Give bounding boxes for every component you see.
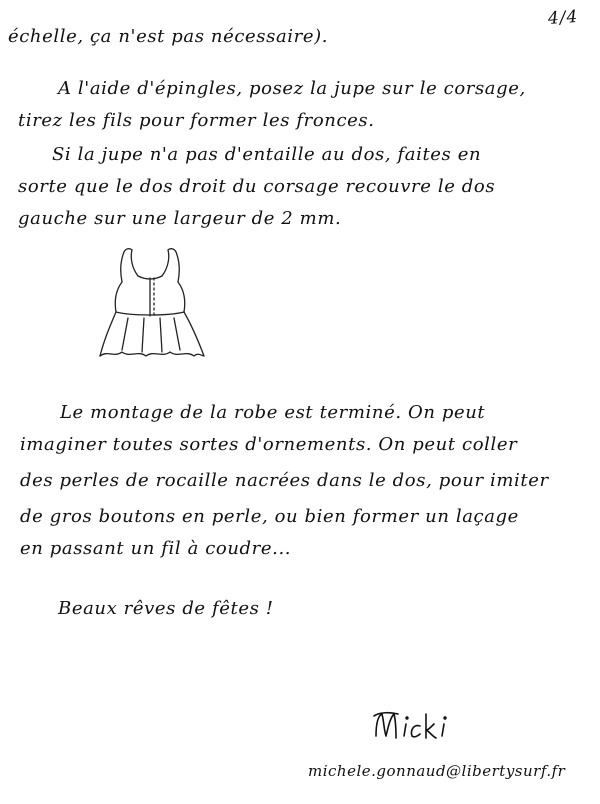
dress-back-drawing <box>92 238 222 368</box>
text-line: Si la jupe n'a pas d'entaille au dos, faites en <box>52 144 482 165</box>
text-line: de gros boutons en perle, ou bien former un laçage <box>20 506 519 527</box>
text-line: gauche sur une largeur de 2 mm. <box>18 208 342 229</box>
text-line: en passant un fil à coudre... <box>20 538 292 559</box>
text-line: A l'aide d'épingles, posez la jupe sur le corsage, <box>58 78 526 99</box>
text-line: imaginer toutes sortes d'ornements. On peut coller <box>20 434 518 455</box>
text-line: Le montage de la robe est terminé. On peut <box>60 402 486 423</box>
author-email: michele.gonnaud@libertysurf.fr <box>308 762 566 780</box>
text-line: tirez les fils pour former les fronces. <box>18 110 375 131</box>
handwritten-signature <box>370 706 460 746</box>
text-line: Beaux rêves de fêtes ! <box>58 598 274 619</box>
text-line: échelle, ça n'est pas nécessaire). <box>8 26 329 47</box>
text-line: des perles de rocaille nacrées dans le dos, pour imiter <box>20 470 549 491</box>
dress-back-sketch <box>92 238 222 368</box>
text-line: sorte que le dos droit du corsage recouvre le dos <box>18 176 496 197</box>
page-number: 4/4 <box>546 6 579 30</box>
signature <box>370 706 460 746</box>
